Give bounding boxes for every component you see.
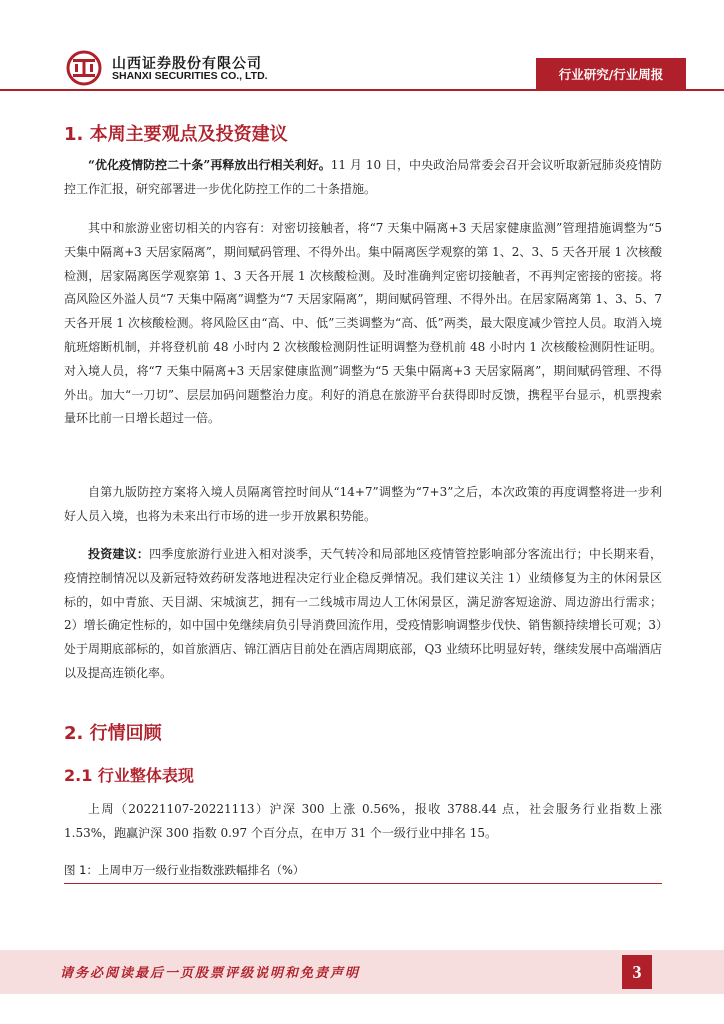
investment-advice-body: 四季度旅游行业进入相对淡季，天气转冷和局部地区疫情管控影响部分客流出行；中长期来看，疫情控制情况以及新冠特效药研发落地进程决定行业企稳反弹情况。我们建议关注 1）业绩修复为主的休闲景区标的，如中青旅、天目湖、宋城演艺，拥有一二线城市周边人工休闲景区，满足游客短途游、周边游出行需求；2）增长确定性标的，如中国中免继续肩负引导消费回流作用，受疫情影响调整步伐快、销售额持续增长可观；3）处于周期底部标的，如首旅酒店、锦江酒店目前处在酒店周期底部，Q3 业绩环比明显好转，继续发展中高端酒店以及提高连锁化率。 [64, 547, 662, 680]
paragraph-inbound-policy: 自第九版防控方案将入境人员隔离管控时间从“14+7”调整为“7+3”之后，本次政策的再度调整将进一步利好人员入境，也将为未来出行市场的进一步开放累积势能。 [64, 485, 662, 523]
page-number: 3 [622, 955, 652, 989]
paragraph-policy-details: 其中和旅游业密切相关的内容有：对密切接触者，将“7 天集中隔离+3 天居家健康监测”管理措施调整为“5 天集中隔离+3 天居家隔离”，期间赋码管理、不得外出。集中隔离医学观察的第 1、2、3、5 天各开展 1 次核酸检测，居家隔离医学观察第 1、3 天各开展 1 次核酸检测。及时准确判定密切接触者，不再判定密接的密接。将高风险区外溢人员“7 天集中隔离”调整为“7 天居家隔离”，期间赋码管理、不得外出。在居家隔离第 1、3、5、7 天各开展 1 次核酸检测。将风险区由“高、中、低”三类调整为“高、低”两类，最大限度减少管控人员。取消入境航班熔断机制，并将登机前 48 小时内 2 次核酸检测阴性证明调整为登机前 48 小时内 1 次核酸检测阴性证明。对入境人员，将“7 天集中隔离+3 天居家健康监测”调整为“5 天集中隔离+3 天居家隔离”，期间赋码管理、不得外出。加大“一刀切”、层层加码问题整治力度。利好的消息在旅游平台获得即时反馈，携程平台显示，机票搜索量环比前一日增长超过一倍。 [64, 221, 662, 426]
company-logo-icon [64, 50, 104, 86]
figure-caption-divider [64, 883, 662, 884]
section-2-1-heading: 2.1 行业整体表现 [64, 766, 194, 785]
company-name-cn: 山西证券股份有限公司 [112, 56, 262, 72]
paragraph-market-review: 上周（20221107-20221113）沪深 300 上涨 0.56%，报收 3788.44 点，社会服务行业指数上涨 1.53%，跑赢沪深 300 指数 0.97 个百分点，在申万 31 个一级行业中排名 15。 [64, 802, 662, 840]
header-divider [0, 89, 724, 91]
section-1-heading: 1. 本周主要观点及投资建议 [64, 124, 288, 145]
company-name-en: SHANXI SECURITIES CO., LTD. [112, 70, 268, 82]
footer-disclaimer: 请务必阅读最后一页股票评级说明和免责声明 [60, 966, 361, 981]
paragraph-investment-advice [64, 543, 662, 686]
paragraph-policy-lead [64, 154, 662, 202]
report-type-badge: 行业研究/行业周报 [536, 58, 686, 89]
figure-caption: 图 1：上周申万一级行业指数涨跌幅排名（%） [64, 863, 305, 877]
paragraph-body: 11 月 10 日，中央政治局常委会召开会议听取新冠肺炎疫情防控工作汇报，研究部署进一步优化防控工作的二十条措施。 [64, 158, 662, 196]
section-2-heading: 2. 行情回顾 [64, 723, 162, 744]
page-header [0, 0, 724, 100]
paragraph-lead-bold: “优化疫情防控二十条”再释放出行相关利好。 [88, 158, 331, 172]
investment-advice-label: 投资建议： [88, 547, 150, 561]
